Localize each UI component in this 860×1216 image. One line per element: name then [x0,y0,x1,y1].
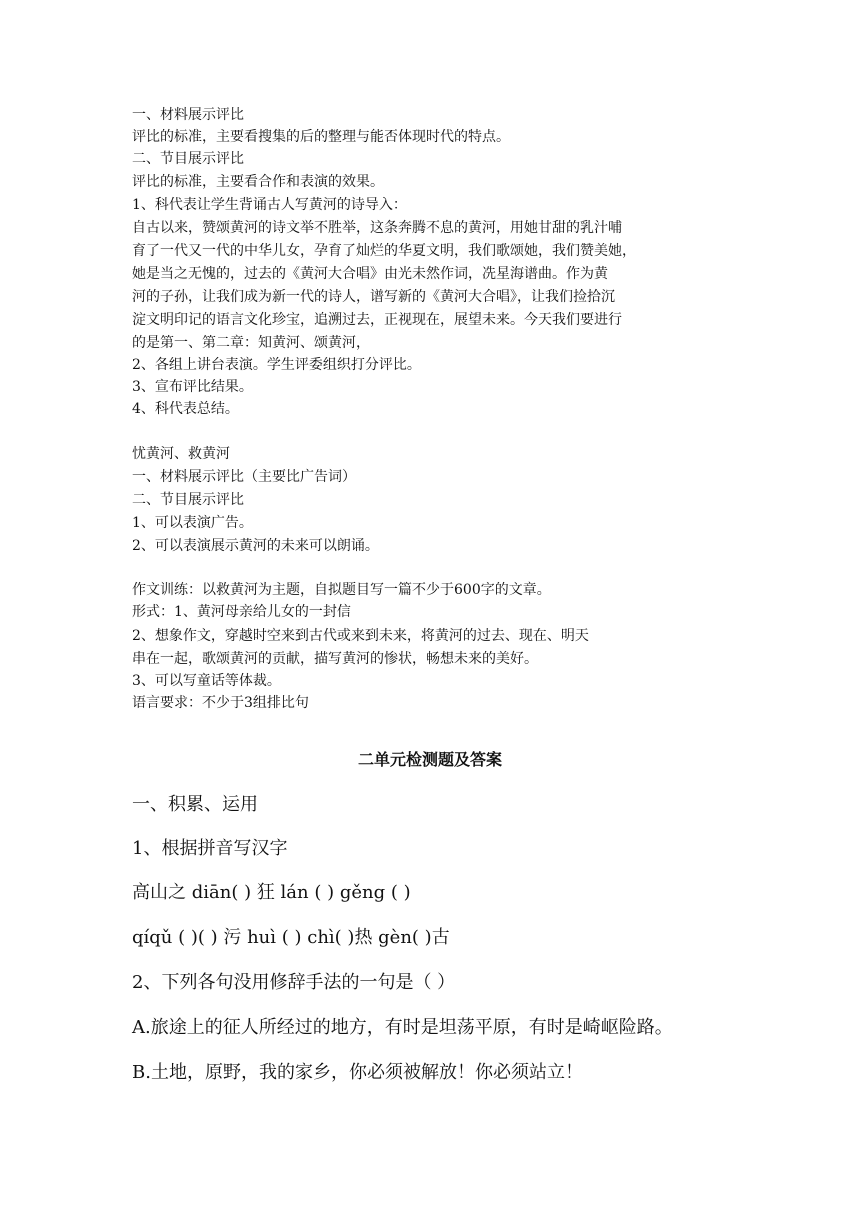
text-line: 的是第一、第二章：知黄河、颂黄河， [132,335,370,351]
exam-title: 二单元检测题及答案 [357,750,502,769]
text-line: 1、科代表让学生背诵古人写黄河的诗导入： [132,197,407,213]
text-line: 一、积累、运用 [132,794,258,815]
text-line: 淀文明印记的语言文化珍宝，追溯过去，正视现在，展望未来。今天我们要进行 [132,312,622,328]
text-line: 一、材料展示评比（主要比广告词） [132,469,356,485]
text-line: A.旅途上的征人所经过的地方，有时是坦荡平原，有时是崎岖险路。 [132,1017,673,1038]
text-line: 二、节目展示评比 [132,151,244,167]
text-line: 形式：1、黄河母亲给儿女的一封信 [132,604,351,620]
text-line: 3、可以写童话等体裁。 [132,673,281,689]
text-line: 河的子孙，让我们成为新一代的诗人，谱写新的《黄河大合唱》，让我们捡拾沉 [132,289,615,305]
text-line: 二、节目展示评比 [132,492,244,508]
text-line: 忧黄河、救黄河 [132,446,230,462]
text-line: 1、可以表演广告。 [132,515,253,531]
text-line: 2、下列各句没用修辞手法的一句是（ ） [132,972,456,993]
text-line: 高山之 diān( ) 狂 lán ( ) gěng ( ) [132,882,411,903]
text-line: 2、各组上讲台表演。学生评委组织打分评比。 [132,357,421,373]
text-line: 一、材料展示评比 [132,107,244,123]
text-line: 她是当之无愧的，过去的《黄河大合唱》由光未然作词，冼星海谱曲。作为黄 [132,266,608,282]
text-line: 评比的标准，主要看搜集的后的整理与能否体现时代的特点。 [132,129,510,145]
text-line: 评比的标准，主要看合作和表演的效果。 [132,174,384,190]
text-line: 2、想象作文，穿越时空来到古代或来到未来，将黄河的过去、现在、明天 [132,628,589,644]
text-line: 2、可以表演展示黄河的未来可以朗诵。 [132,538,379,554]
text-line: 自古以来，赞颂黄河的诗文举不胜举，这条奔腾不息的黄河，用她甘甜的乳汁哺 [132,220,622,236]
text-line: 串在一起，歌颂黄河的贡献，描写黄河的惨状，畅想未来的美好。 [132,651,538,667]
text-line: qíqǔ ( )( ) 污 huì ( ) chì( )热 gèn( )古 [132,927,450,948]
text-line: 1、根据拼音写汉字 [132,838,288,859]
text-line: 语言要求：不少于3组排比句 [132,695,309,711]
text-line: B.土地，原野，我的家乡，你必须被解放！你必须站立！ [132,1062,583,1083]
text-line: 4、科代表总结。 [132,401,239,417]
text-line: 作文训练：以救黄河为主题，自拟题目写一篇不少于600字的文章。 [132,582,551,598]
text-line: 育了一代又一代的中华儿女，孕育了灿烂的华夏文明，我们歌颂她，我们赞美她， [132,243,636,259]
text-line: 3、宣布评比结果。 [132,379,253,395]
